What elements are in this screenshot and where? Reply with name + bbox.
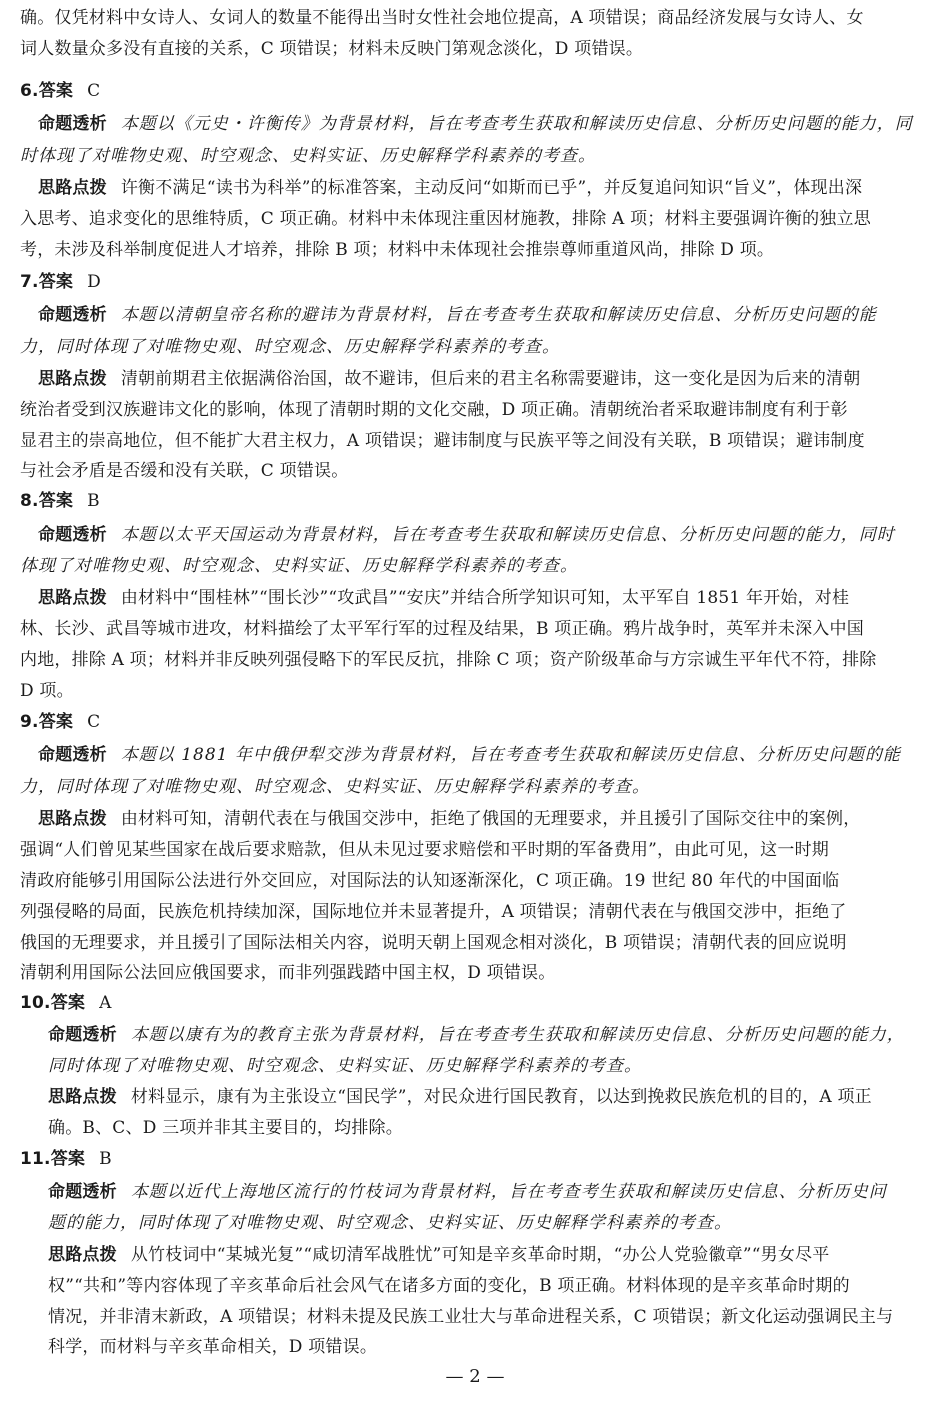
thinking-text: 与社会矛盾是否缓和没有关联，C 项错误。 [20, 461, 349, 481]
thinking-9 [38, 808, 860, 830]
question-number: 6. [20, 81, 39, 101]
thinking-label: 思路点拨 [38, 588, 107, 608]
answer-8 [20, 490, 100, 512]
intent-label: 命题透析 [48, 1025, 117, 1045]
thinking-text: 内地，排除 A 项；材料并非反映列强侵略下的军民反抗，排除 C 项；资产阶级革命与方宗诚生平年代不符，排除 [20, 650, 877, 670]
intent-text: 力，同时体现了对唯物史观、时空观念、史料实证、历史解释学科素养的考查。 [20, 777, 650, 797]
thinking-text: 清政府能够引用国际公法进行外交回应，对国际法的认知逐渐深化，C 项正确。19 世纪 80 年代的中国面临 [20, 871, 840, 891]
answer-label: 答案 [50, 1149, 86, 1169]
intent-label: 命题透析 [38, 114, 107, 134]
page-number: — 2 — [445, 1366, 505, 1387]
answer-label: 答案 [38, 712, 74, 732]
thinking-text: 强调“人们曾见某些国家在战后要求赔款，但从未见过要求赔偿和平时期的军备费用”，由此可见，这一时期 [20, 840, 829, 860]
answer-label: 答案 [38, 272, 74, 292]
answer-letter: D [87, 272, 101, 292]
thinking-label: 思路点拨 [38, 809, 107, 829]
intent-11 [48, 1181, 887, 1203]
thinking-text: 确。B、C、D 三项并非其主要目的，均排除。 [48, 1118, 403, 1138]
question-number: 9. [20, 712, 39, 732]
intent-text: 本题以近代上海地区流行的竹枝词为背景材料，旨在考查考生获取和解读历史信息、分析历史问 [130, 1182, 887, 1202]
intent-text: 本题以太平天国运动为背景材料，旨在考查考生获取和解读历史信息、分析历史问题的能力，同时 [120, 525, 895, 545]
thinking-label: 思路点拨 [48, 1087, 117, 1107]
thinking-text: 考，未涉及科举制度促进人才培养，排除 B 项；材料中未体现社会推崇尊师重道风尚，排除 D 项。 [20, 240, 775, 260]
answer-label: 答案 [38, 81, 74, 101]
question-number: 10. [20, 993, 51, 1013]
answer-letter: B [99, 1149, 112, 1169]
thinking-text: 权”“共和”等内容体现了辛亥革命后社会风气在诸多方面的变化，B 项正确。材料体现的是辛亥革命时期的 [48, 1276, 850, 1296]
thinking-10 [48, 1086, 872, 1108]
answer-7 [20, 271, 101, 293]
answer-11 [20, 1148, 112, 1170]
thinking-text: 从竹枝词中“某城光复”“咸切清军战胜忧”可知是辛亥革命时期，“办公人党验徽章”“男女尽平 [130, 1245, 830, 1265]
thinking-label: 思路点拨 [38, 369, 107, 389]
thinking-label: 思路点拨 [38, 178, 107, 198]
thinking-text: 许衡不满足“读书为科举”的标准答案，主动反问“如斯而已乎”，并反复追问知识“旨义”，体现出深 [120, 178, 863, 198]
thinking-text: 列强侵略的局面，民族危机持续加深，国际地位并未显著提升，A 项错误；清朝代表在与俄国交涉中，拒绝了 [20, 902, 847, 922]
answer-letter: C [87, 712, 101, 732]
intent-text: 力，同时体现了对唯物史观、时空观念、历史解释学科素养的考查。 [20, 337, 560, 357]
answer-9 [20, 711, 100, 733]
intent-text: 本题以 1881 年中俄伊犁交涉为背景材料，旨在考查考生获取和解读历史信息、分析历史问题的能 [120, 745, 901, 765]
question-number: 7. [20, 272, 39, 292]
thinking-text: 由材料中“围桂林”“围长沙”“攻武昌”“安庆”并结合所学知识可知，太平军自 1851 年开始，对桂 [120, 588, 850, 608]
answer-label: 答案 [38, 491, 74, 511]
answer-label: 答案 [50, 993, 86, 1013]
thinking-text: 情况，并非清末新政，A 项错误；材料未提及民族工业壮大与革命进程关系，C 项错误；新文化运动强调民主与 [48, 1307, 894, 1327]
intro-line: 确。仅凭材料中女诗人、女词人的数量不能得出当时女性社会地位提高，A 项错误；商品经济发展与女诗人、女 [20, 8, 864, 28]
intent-9 [38, 744, 901, 766]
answer-6 [20, 80, 100, 102]
intent-text: 同时体现了对唯物史观、时空观念、史料实证、历史解释学科素养的考查。 [48, 1056, 642, 1076]
thinking-text: 材料显示，康有为主张设立“国民学”，对民众进行国民教育，以达到挽救民族危机的目的，A 项正 [130, 1087, 872, 1107]
intent-8 [38, 524, 895, 546]
intent-7 [38, 304, 877, 326]
thinking-text: D 项。 [20, 681, 74, 701]
thinking-text: 科学，而材料与辛亥革命相关，D 项错误。 [48, 1337, 378, 1357]
thinking-text: 俄国的无理要求，并且援引了国际法相关内容，说明天朝上国观念相对淡化，B 项错误；清朝代表的回应说明 [20, 933, 847, 953]
thinking-text: 显君主的崇高地位，但不能扩大君主权力，A 项错误；避讳制度与民族平等之间没有关联，B 项错误；避讳制度 [20, 431, 865, 451]
thinking-text: 统治者受到汉族避讳文化的影响，体现了清朝时期的文化交融，D 项正确。清朝统治者采取避讳制度有利于彰 [20, 400, 848, 420]
intent-text: 本题以《元史・许衡传》为背景材料，旨在考查考生获取和解读历史信息、分析历史问题的能力，同 [120, 114, 913, 134]
intent-text: 体现了对唯物史观、时空观念、史料实证、历史解释学科素养的考查。 [20, 556, 578, 576]
intent-10 [48, 1024, 905, 1046]
intent-text: 时体现了对唯物史观、时空观念、史料实证、历史解释学科素养的考查。 [20, 146, 596, 166]
intent-label: 命题透析 [38, 525, 107, 545]
answer-10 [20, 992, 112, 1014]
intent-label: 命题透析 [38, 305, 107, 325]
question-number: 11. [20, 1149, 51, 1169]
answer-letter: A [99, 993, 112, 1013]
answer-letter: C [87, 81, 101, 101]
thinking-text: 清朝利用国际公法回应俄国要求，而非列强践踏中国主权，D 项错误。 [20, 963, 556, 983]
thinking-label: 思路点拨 [48, 1245, 117, 1265]
thinking-6 [38, 177, 862, 199]
thinking-text: 林、长沙、武昌等城市进攻，材料描绘了太平军行军的过程及结果，B 项正确。鸦片战争时，英军并未深入中国 [20, 619, 864, 639]
thinking-7 [38, 368, 860, 390]
answer-letter: B [87, 491, 100, 511]
intent-label: 命题透析 [38, 745, 107, 765]
intent-text: 本题以清朝皇帝名称的避讳为背景材料，旨在考查考生获取和解读历史信息、分析历史问题的能 [120, 305, 877, 325]
intent-label: 命题透析 [48, 1182, 117, 1202]
intent-text: 本题以康有为的教育主张为背景材料，旨在考查考生获取和解读历史信息、分析历史问题的能力， [130, 1025, 905, 1045]
thinking-text: 入思考、追求变化的思维特质，C 项正确。材料中未体现注重因材施教，排除 A 项；材料主要强调许衡的独立思 [20, 209, 871, 229]
intent-text: 题的能力，同时体现了对唯物史观、时空观念、史料实证、历史解释学科素养的考查。 [48, 1213, 732, 1233]
intent-6 [38, 113, 913, 135]
thinking-text: 由材料可知，清朝代表在与俄国交涉中，拒绝了俄国的无理要求，并且援引了国际交往中的案例， [120, 809, 861, 829]
intro-line: 词人数量众多没有直接的关系，C 项错误；材料未反映门第观念淡化，D 项错误。 [20, 39, 644, 59]
question-number: 8. [20, 491, 39, 511]
thinking-11 [48, 1244, 829, 1266]
thinking-8 [38, 587, 849, 609]
thinking-text: 清朝前期君主依据满俗治国，故不避讳，但后来的君主名称需要避讳，这一变化是因为后来的清朝 [120, 369, 861, 389]
